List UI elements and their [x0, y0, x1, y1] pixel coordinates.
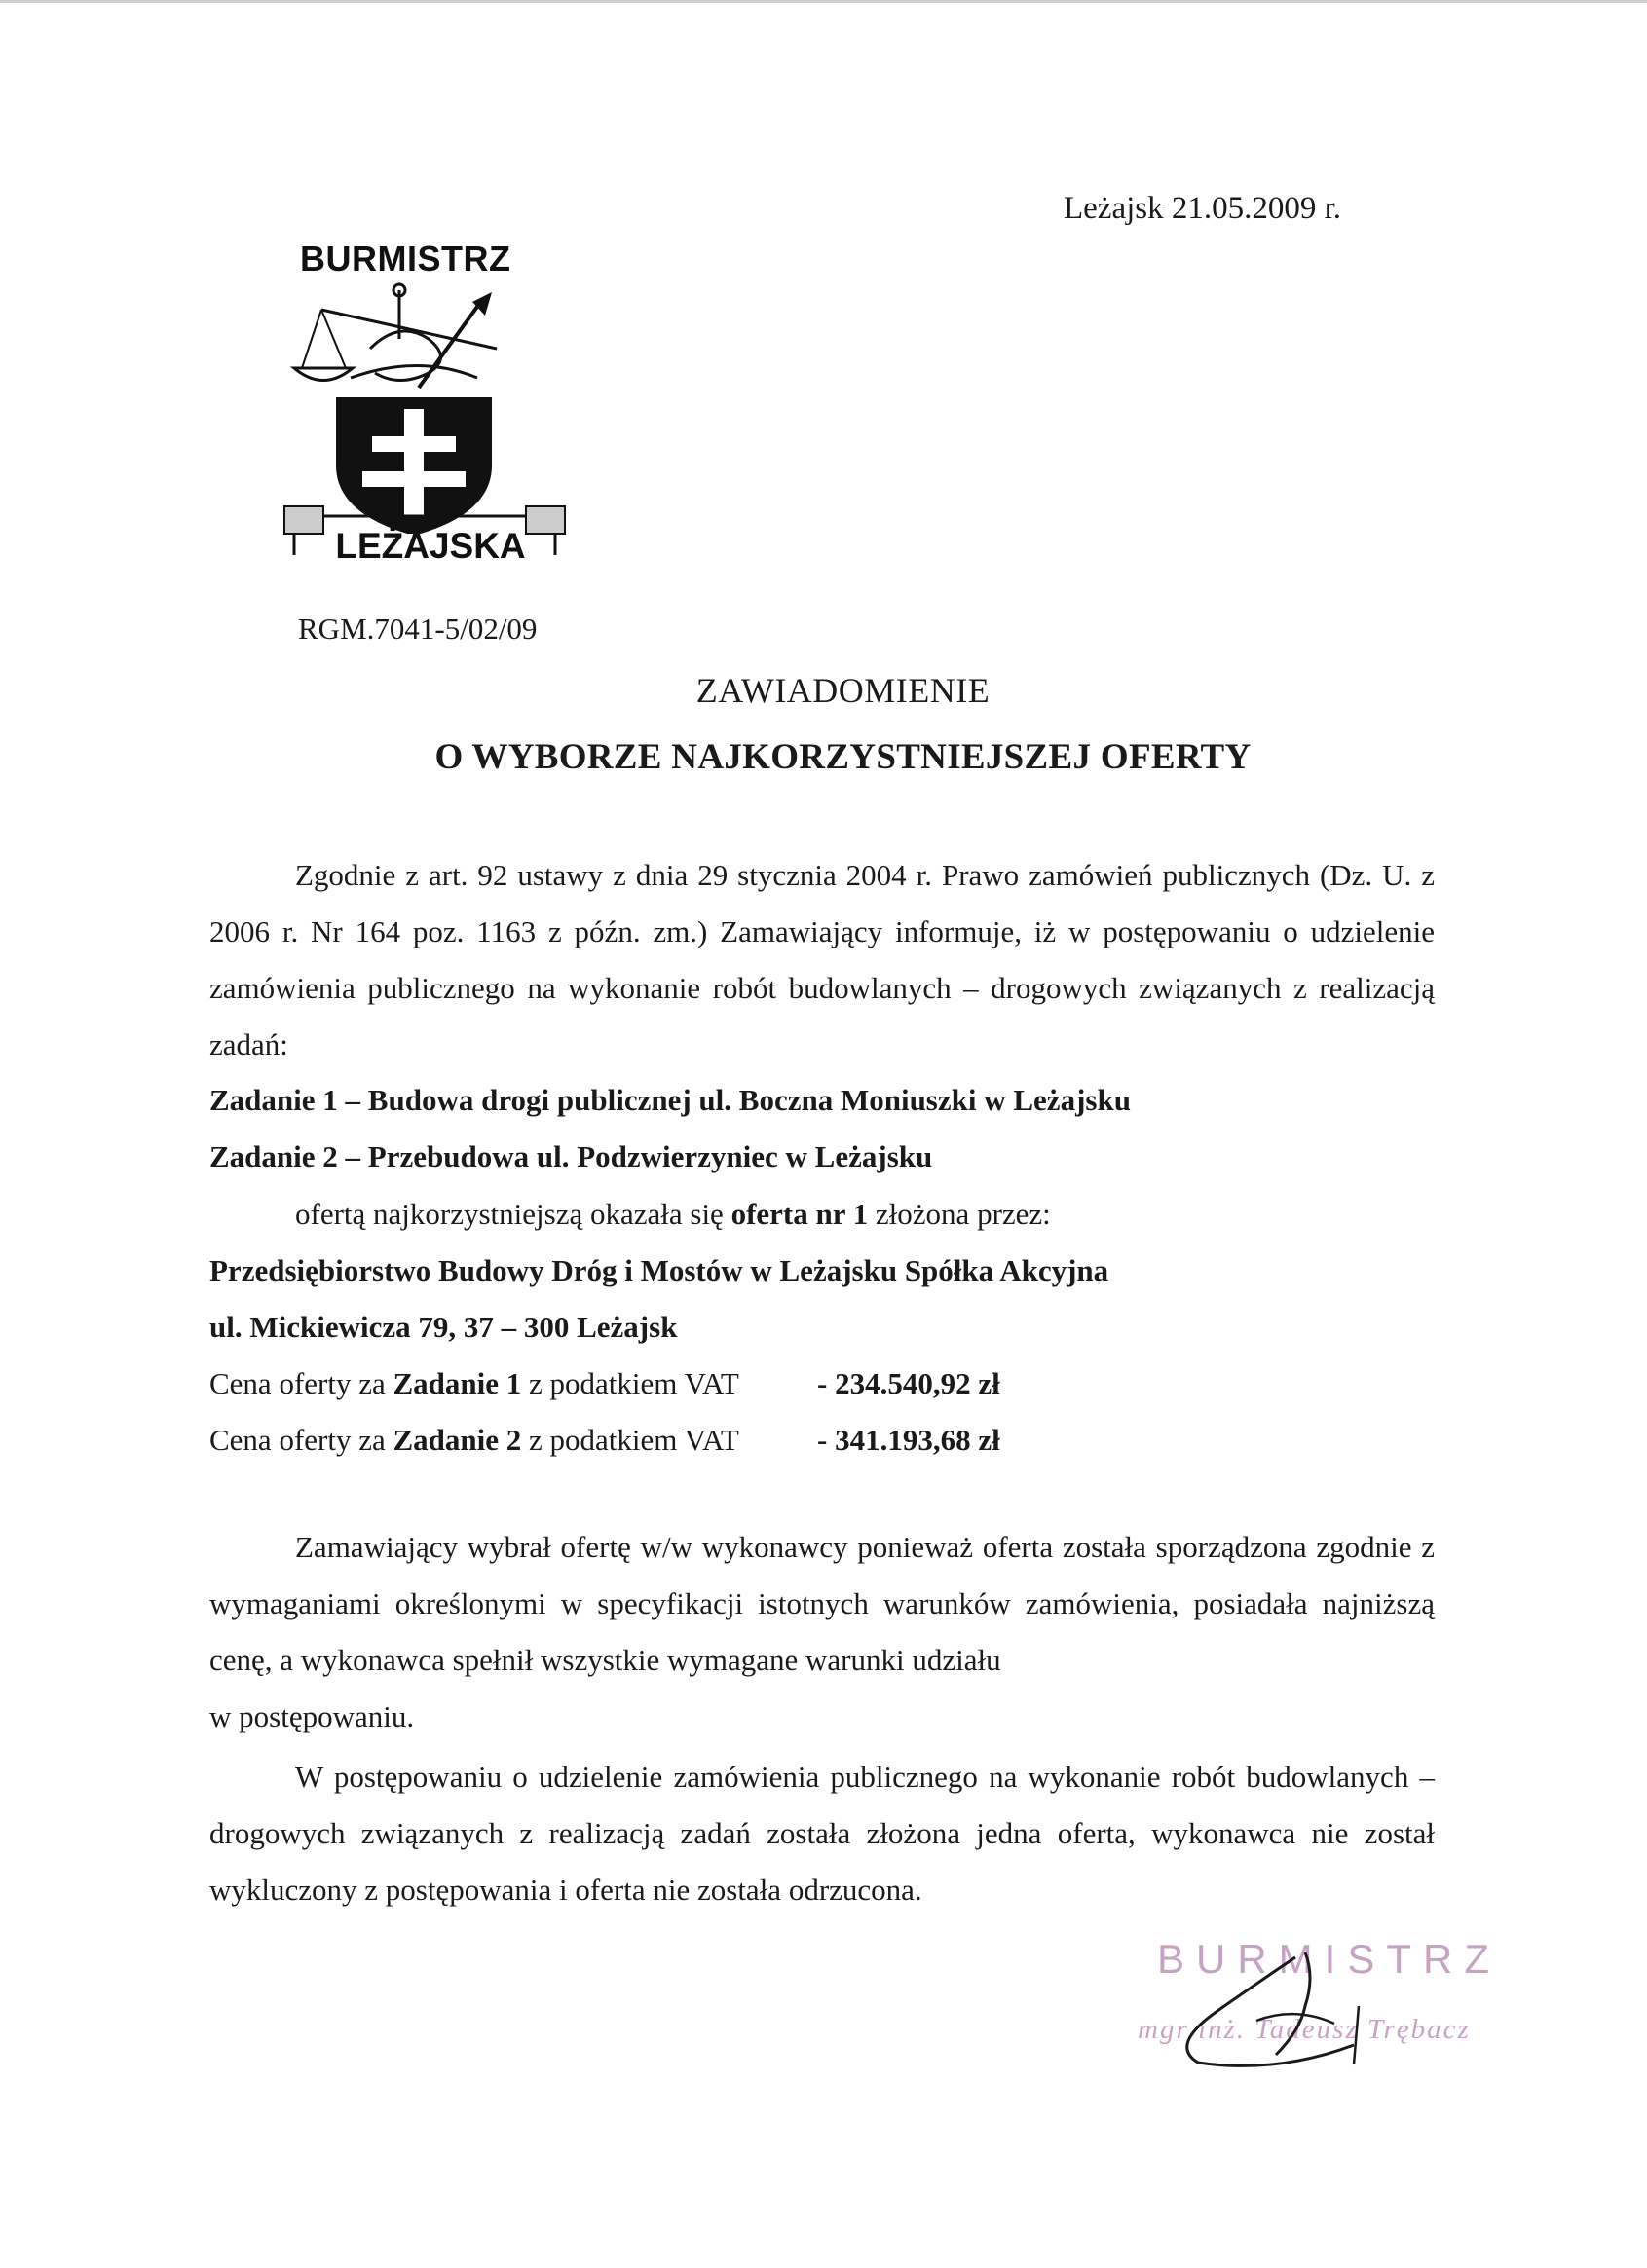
price-row-2: [209, 1423, 1000, 1458]
price-row-1: [209, 1366, 1000, 1401]
paragraph-justification: [209, 1519, 1435, 1745]
stamp-name: mgr inż. Tadeusz Trębacz: [1138, 2014, 1471, 2045]
paragraph-text: Zamawiający wybrał ofertę w/w wykonawcy ponieważ oferta została sporządzona zgodnie z wymaganiami określonymi w specyfikacji istotnych warunków zamówienia, posiadała najniższą cenę, a wykonawca spełnił wszystkie wymagane warunki udziału: [209, 1530, 1435, 1677]
price-prefix: Cena oferty za: [209, 1423, 393, 1457]
task-2-line: Zadanie 2 – Przebudowa ul. Podzwierzyniec w Leżajsku: [209, 1139, 933, 1173]
paragraph-summary: [209, 1749, 1435, 1918]
offer-prefix: ofertą najkorzystniejszą okazała się: [295, 1197, 731, 1231]
price-prefix: Cena oferty za: [209, 1366, 393, 1400]
company-address: ul. Mickiewicza 79, 37 – 300 Leżajsk: [209, 1310, 678, 1344]
reference-number: RGM.7041-5/02/09: [298, 612, 538, 646]
paragraph-text: Zgodnie z art. 92 ustawy z dnia 29 stycznia 2004 r. Prawo zamówień publicznych (Dz. U. z 2006 r. Nr 164 poz. 1163 z późn. zm.) Zamawiający informuje, iż w postępowaniu o udzielenie zamówienia publicznego na wykonanie robót budowlanych – drogowych związanych z realizacją zadań:: [209, 858, 1435, 1061]
company-name: Przedsiębiorstwo Budowy Dróg i Mostów w Leżajsku Spółka Akcyjna: [209, 1253, 1109, 1287]
paragraph-last-line: w postępowaniu.: [209, 1699, 415, 1733]
logo-title: BURMISTRZ: [300, 239, 511, 279]
document-subtitle: O WYBORZE NAJKORZYSTNIEJSZEJ OFERTY: [434, 737, 1252, 777]
price-task: Zadanie 2: [393, 1423, 522, 1457]
banner-ribbon-icon: [282, 234, 575, 555]
task-1-line: Zadanie 1 – Budowa drogi publicznej ul. Boczna Moniuszki w Leżajsku: [209, 1083, 1131, 1117]
paragraph-legal-basis: [209, 847, 1435, 1073]
document-date: Leżajsk 21.05.2009 r.: [1064, 191, 1342, 226]
scan-edge: [0, 0, 1647, 3]
offer-suffix: złożona przez:: [868, 1197, 1051, 1231]
logo-subtitle: LEŻAJSKA: [335, 526, 526, 566]
handwritten-signature-icon: [1159, 1938, 1451, 2074]
price-suffix: z podatkiem VAT: [521, 1423, 739, 1457]
document-title: ZAWIADOMIENIE: [695, 671, 991, 710]
offer-line: [295, 1197, 1051, 1232]
paragraph-text: W postępowaniu o udzielenie zamówienia publicznego na wykonanie robót budowlanych – drogowych związanych z realizacją zadań została złożona jedna oferta, wykonawca nie został wykluczony z postępowania i oferta nie została odrzucona.: [209, 1760, 1435, 1907]
price-task: Zadanie 1: [393, 1366, 522, 1400]
price-value: - 234.540,92 zł: [817, 1366, 1000, 1400]
stamp-title: BURMISTRZ: [1157, 1936, 1501, 1982]
offer-number: oferta nr 1: [730, 1197, 869, 1231]
price-suffix: z podatkiem VAT: [521, 1366, 739, 1400]
coat-of-arms-logo: [282, 234, 575, 584]
price-value: - 341.193,68 zł: [817, 1423, 1000, 1457]
